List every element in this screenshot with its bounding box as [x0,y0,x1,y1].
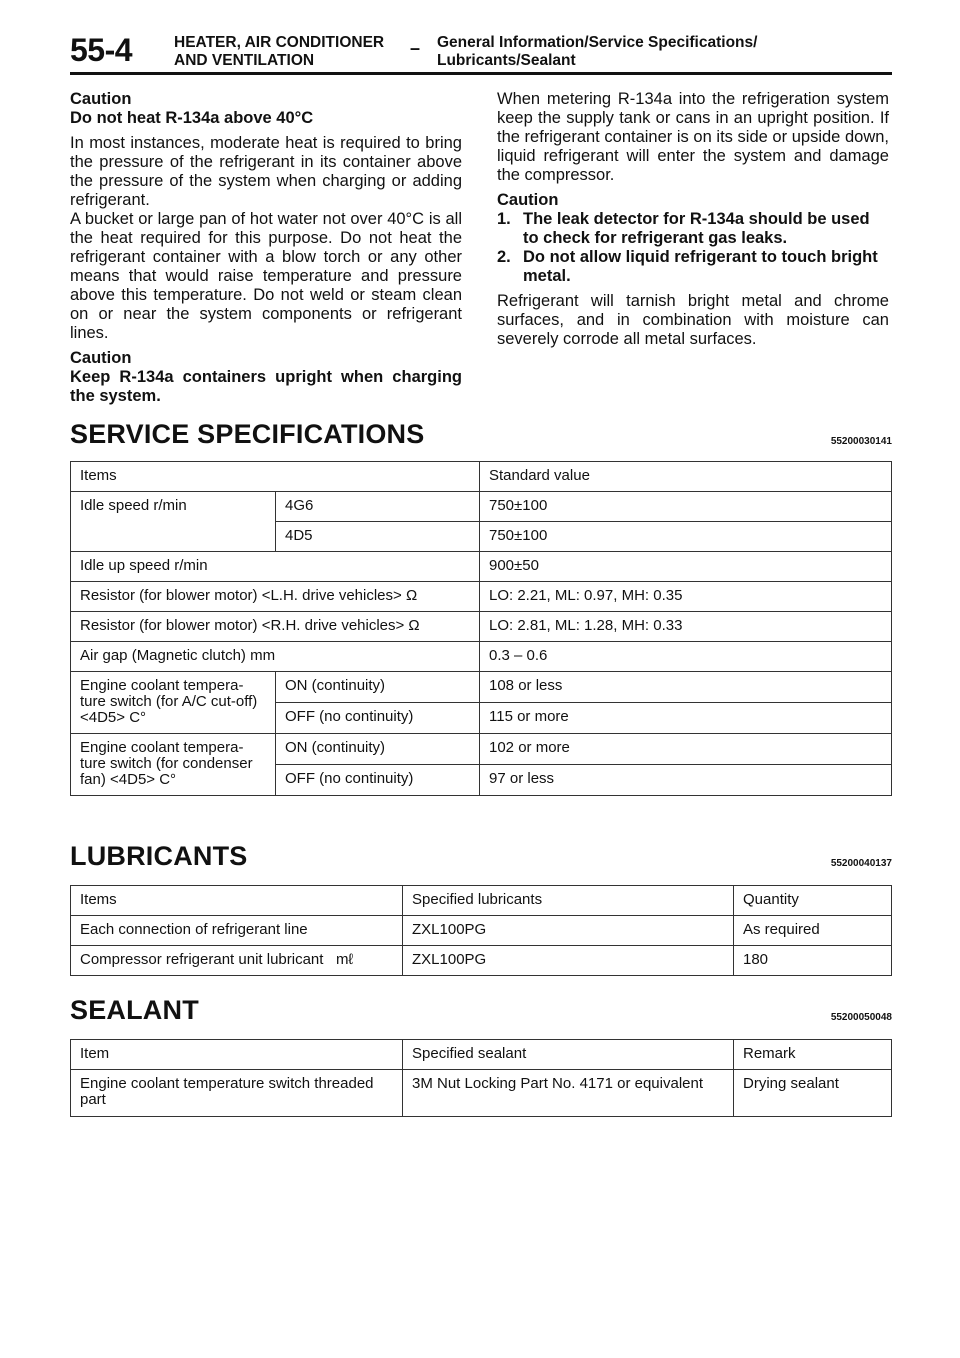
service-specifications-table [70,461,892,796]
table-row [71,946,892,976]
table-row [71,672,892,703]
left-column [70,90,462,412]
page-header [70,28,892,72]
paragraph: Refrigerant will tarnish bright metal and chrome surfaces, and in combination with moisture can severely corrode all metal surfaces. [497,292,889,348]
list-number: 1. [497,210,511,228]
header-rule [70,72,892,75]
list-text: Do not allow liquid refrigerant to touch bright metal. [523,248,878,285]
table-row [71,1070,892,1117]
list-number: 2. [497,248,511,266]
item-cell: Air gap (Magnetic clutch) mm [71,642,480,672]
page-number: 55-4 [70,32,133,68]
header-cell: Specified sealant [403,1040,734,1070]
value-cell: 750±100 [480,522,892,552]
sub-cell: ON (continuity) [276,672,480,703]
sub-cell: 4G6 [276,492,480,522]
header-cell: Items [71,462,480,492]
table-header-row [71,462,892,492]
item-cell: Resistor (for blower motor) <L.H. drive vehicles> Ω [71,582,480,612]
sub-cell: OFF (no continuity) [276,703,480,734]
sealant-heading [70,996,892,1026]
caution-text: Keep R-134a containers upright when charging the system. [70,368,462,405]
lubricant-cell: ZXL100PG [403,916,734,946]
table-row [71,916,892,946]
item-cell: Engine coolant tempera- ture switch (for A/C cut-off) <4D5> C° [71,672,276,734]
heading-code: 55200050048 [830,1012,892,1023]
item-cell: Engine coolant temperature switch threaded part [71,1070,403,1117]
header-cell: Remark [734,1040,892,1070]
table-row [71,582,892,612]
table-row [71,642,892,672]
value-cell: 750±100 [480,492,892,522]
lubricants-table [70,885,892,976]
value-cell: 102 or more [480,734,892,765]
header-cell: Specified lubricants [403,886,734,916]
table-row [71,612,892,642]
lubricants-heading [70,842,892,872]
item-cell: Compressor refrigerant unit lubricant mℓ [71,946,403,976]
item-cell: Resistor (for blower motor) <R.H. drive vehicles> Ω [71,612,480,642]
heading-code: 55200040137 [830,858,892,869]
remark-cell: Drying sealant [734,1070,892,1117]
table-row [71,492,892,522]
right-column [497,90,889,355]
caution-label: Caution [70,90,132,108]
title-separator: – [410,38,421,58]
paragraph: In most instances, moderate heat is required to bring the pressure of the refrigerant in its container above the pressure of the system when charging or adding refrigerant. [70,134,462,209]
table-header-row [71,1040,892,1070]
paragraph: When metering R-134a into the refrigeration system keep the supply tank or cans in an upright position. If the refrigerant container is on its side or upside down, liquid refrigerant will enter the system and damage the compressor. [497,90,889,184]
service-specifications-heading [70,420,892,450]
heading-code: 55200030141 [830,436,892,447]
list-item [497,210,889,248]
heading-title: LUBRICANTS [70,841,248,871]
header-cell: Items [71,886,403,916]
value-cell: 115 or more [480,703,892,734]
heading-title: SEALANT [70,995,199,1025]
heading-title: SERVICE SPECIFICATIONS [70,419,425,449]
item-cell: Idle up speed r/min [71,552,480,582]
table-row [71,552,892,582]
subsection-title: General Information/Service Specifications/ Lubricants/Sealant [437,34,758,69]
caution-label: Caution [70,349,132,367]
list-text: The leak detector for R-134a should be used to check for refrigerant gas leaks. [523,210,870,247]
quantity-cell: As required [734,916,892,946]
caution-text: Do not heat R-134a above 40°C [70,109,314,127]
value-cell: 900±50 [480,552,892,582]
caution-label: Caution [497,191,559,209]
paragraph: A bucket or large pan of hot water not over 40°C is all the heat required for this purpose. Do not heat the refrigerant container with a blow torch or any other means that would raise temperature and pressure above this temperature. Do not weld or steam clean on or near the system components or refrigerant lines. [70,210,462,342]
value-cell: 108 or less [480,672,892,703]
value-cell: 0.3 – 0.6 [480,642,892,672]
section-title: HEATER, AIR CONDITIONER AND VENTILATION [174,34,385,69]
table-header-row [71,886,892,916]
item-cell: Each connection of refrigerant line [71,916,403,946]
lubricant-cell: ZXL100PG [403,946,734,976]
quantity-cell: 180 [734,946,892,976]
sealant-cell: 3M Nut Locking Part No. 4171 or equivalent [403,1070,734,1117]
item-cell: Idle speed r/min [71,492,276,552]
sub-cell: 4D5 [276,522,480,552]
header-cell: Standard value [480,462,892,492]
header-cell: Item [71,1040,403,1070]
item-cell: Engine coolant tempera- ture switch (for condenser fan) <4D5> C° [71,734,276,796]
sealant-table [70,1039,892,1117]
caution-list [497,210,889,286]
header-cell: Quantity [734,886,892,916]
table-row [71,734,892,765]
sub-cell: ON (continuity) [276,734,480,765]
value-cell: LO: 2.81, ML: 1.28, MH: 0.33 [480,612,892,642]
value-cell: LO: 2.21, ML: 0.97, MH: 0.35 [480,582,892,612]
list-item [497,248,889,286]
value-cell: 97 or less [480,765,892,796]
sub-cell: OFF (no continuity) [276,765,480,796]
